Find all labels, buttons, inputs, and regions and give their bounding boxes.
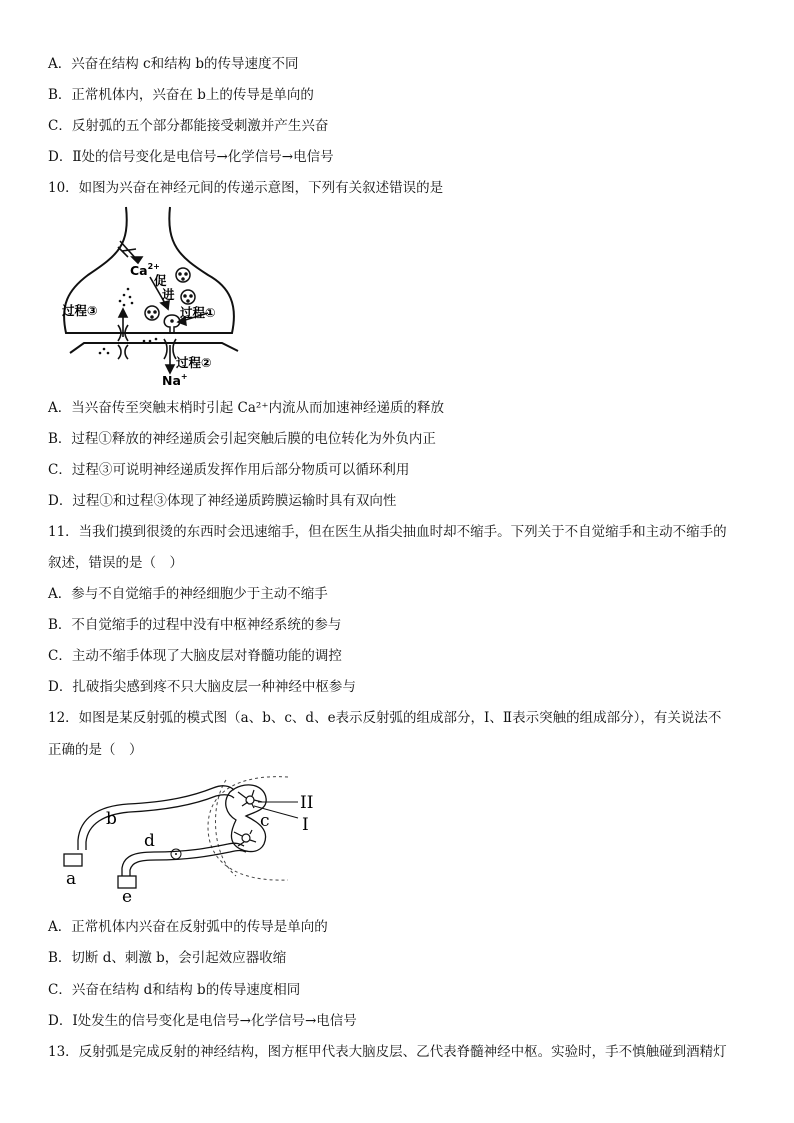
recycled-transmitter bbox=[119, 288, 134, 307]
label-I: I bbox=[302, 815, 309, 835]
interneuron bbox=[238, 790, 262, 808]
q11-option-d: D．扎破指尖感到疼不只大脑皮层一种神经中枢参与 bbox=[48, 679, 356, 695]
q9-option-d: D．Ⅱ处的信号变化是电信号→化学信号→电信号 bbox=[48, 149, 334, 165]
ca-label: $Ca^{2+}$ bbox=[130, 262, 160, 278]
q11-option-b: B．不自觉缩手的过程中没有中枢神经系统的参与 bbox=[48, 617, 342, 633]
q10-stem: 10．如图为兴奋在神经元间的传递示意图，下列有关叙述错误的是 bbox=[48, 180, 444, 196]
q11-option-c: C．主动不缩手体现了大脑皮层对脊髓功能的调控 bbox=[48, 648, 342, 664]
channel-cleft bbox=[118, 345, 128, 359]
receptor-box-a bbox=[64, 854, 82, 866]
q11-option-a: A．参与不自觉缩手的神经细胞少于主动不缩手 bbox=[48, 586, 328, 602]
q12-option-d: D．Ⅰ处发生的信号变化是电信号→化学信号→电信号 bbox=[48, 1013, 357, 1029]
q12-stem-line2: 正确的是（ ） bbox=[48, 742, 143, 758]
synaptic-vesicle bbox=[181, 290, 195, 304]
q10-option-a: A．当兴奋传至突触末梢时引起 Ca²⁺内流从而加速神经递质的释放 bbox=[48, 400, 444, 416]
q12-option-c: C．兴奋在结构 d和结构 b的传导速度相同 bbox=[48, 982, 301, 998]
synaptic-vesicle bbox=[176, 268, 190, 282]
label-c: c bbox=[260, 811, 270, 831]
q10-option-b: B．过程①释放的神经递质会引起突触后膜的电位转化为外负内正 bbox=[48, 431, 436, 447]
q9-option-c: C．反射弧的五个部分都能接受刺激并产生兴奋 bbox=[48, 118, 329, 134]
process-2-label: 过程② bbox=[176, 355, 212, 370]
q13-stem-line1: 13．反射弧是完成反射的神经结构，图方框甲代表大脑皮层、乙代表脊髓神经中枢。实验时，手不慎触碰到酒精灯 bbox=[48, 1044, 727, 1060]
process-1-label: 过程① bbox=[180, 305, 216, 320]
label-d: d bbox=[144, 831, 155, 851]
label-b: b bbox=[106, 809, 117, 829]
synaptic-vesicle bbox=[145, 306, 159, 320]
label-e: e bbox=[122, 887, 133, 907]
process-3-label: 过程③ bbox=[62, 303, 98, 318]
promote-label-2: 进 bbox=[162, 287, 175, 302]
synapse-figure bbox=[58, 205, 248, 390]
q9-option-b: B．正常机体内，兴奋在 b上的传导是单向的 bbox=[48, 87, 314, 103]
q12-stem-line1: 12．如图是某反射弧的模式图（a、b、c、d、e表示反射弧的组成部分，Ⅰ、Ⅱ表示突触的组成部分），有关说法不 bbox=[48, 710, 722, 726]
sodium-channel bbox=[164, 339, 176, 373]
promote-label-1: 促 bbox=[154, 273, 167, 288]
q11-stem-line1: 11．当我们摸到很烫的东西时会迅速缩手，但在医生从指尖抽血时却不缩手。下列关于不自觉缩手和主动不缩手的 bbox=[48, 524, 727, 540]
na-label: Na+ bbox=[162, 372, 188, 388]
postsynaptic-membrane bbox=[70, 343, 238, 353]
q10-option-d: D．过程①和过程③体现了神经递质跨膜运输时具有双向性 bbox=[48, 493, 397, 509]
channel-left bbox=[118, 309, 128, 341]
afferent-nerve-b bbox=[78, 786, 234, 850]
q11-stem-line2: 叙述，错误的是（ ） bbox=[48, 555, 183, 571]
reflex-arc-figure bbox=[58, 772, 328, 907]
q9-option-a: A．兴奋在结构 c和结构 b的传导速度不同 bbox=[48, 56, 299, 72]
efferent-nerve-d bbox=[122, 843, 244, 878]
fusing-vesicle bbox=[164, 315, 180, 333]
label-a: a bbox=[66, 869, 77, 889]
label-II: II bbox=[300, 793, 314, 813]
q12-option-b: B．切断 d、刺激 b，会引起效应器收缩 bbox=[48, 950, 287, 966]
q12-option-a: A．正常机体内兴奋在反射弧中的传导是单向的 bbox=[48, 919, 328, 935]
q10-option-c: C．过程③可说明神经递质发挥作用后部分物质可以循环利用 bbox=[48, 462, 410, 478]
